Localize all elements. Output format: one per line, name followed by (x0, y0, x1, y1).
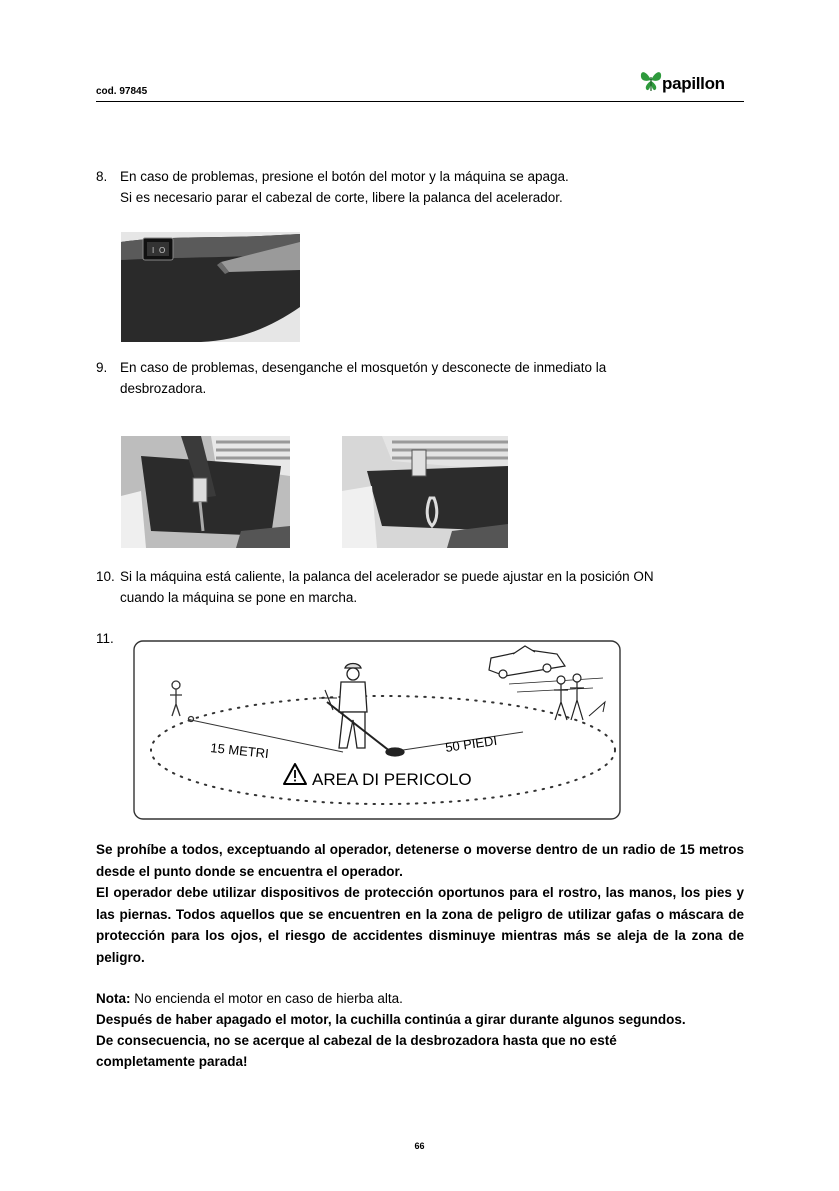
item-number-8: 8. (96, 169, 108, 184)
protection-paragraph: El operador debe utilizar dispositivos de protección oportunos para el rostro, las manos, los pies y las piernas. Todos aquellos que se encuentren en la zona de peligro de utilizar gafas o máscara de protección para los ojos, el riesgo de accidentes disminuye mientras más se aleja de la zona de peligro. (96, 885, 744, 965)
distance-label-left: 15 METRI (209, 740, 270, 762)
note-line (96, 988, 744, 1009)
svg-text:O: O (159, 246, 166, 255)
note-text: No encienda el motor en caso de hierba alta. (134, 991, 403, 1006)
item-8-line-1: En caso de problemas, presione el botón del motor y la máquina se apaga. (120, 169, 569, 184)
danger-area-label: AREA DI PERICOLO (312, 770, 472, 789)
brand-name: papillon (662, 74, 725, 93)
final-warning (96, 1009, 744, 1072)
danger-area-diagram (133, 640, 621, 820)
final-warning-line-1: Después de haber apagado el motor, la cuchilla continúa a girar durante algunos segundos. (96, 1012, 686, 1027)
svg-text:I: I (152, 246, 155, 255)
item-number-11: 11. (96, 631, 114, 646)
note-label: Nota: (96, 991, 131, 1006)
butterfly-logo-icon (640, 68, 662, 94)
brand-logo (640, 64, 740, 98)
harness-photo-right (342, 436, 508, 548)
page-number: 66 (414, 1141, 425, 1151)
final-warning-line-2: De consecuencia, no se acerque al cabezal de la desbrozadora hasta que no esté (96, 1033, 617, 1048)
item-8-text (120, 166, 744, 208)
item-9-text (120, 357, 744, 399)
item-10-line-2: cuando la máquina se pone en marcha. (120, 590, 358, 605)
header-rule (96, 101, 744, 102)
warning-paragraph: Se prohíbe a todos, exceptuando al operador, detenerse o moverse dentro de un radio de 15 metros desde el punto donde se encuentra el operador. (96, 842, 744, 879)
item-9-line-2: desbrozadora. (120, 381, 207, 396)
item-8-line-2: Si es necesario parar el cabezal de corte, libere la palanca del acelerador. (120, 190, 563, 205)
item-10-line-1: Si la máquina está caliente, la palanca del acelerador se puede ajustar en la posición ON (120, 569, 654, 584)
final-warning-line-3: completamente parada! (96, 1054, 248, 1069)
document-code: cod. 97845 (96, 86, 148, 97)
item-9-line-1: En caso de problemas, desenganche el mosquetón y desconecte de inmediato la (120, 360, 607, 375)
motor-switch-photo (121, 232, 300, 342)
distance-label-right: 50 PIEDI (444, 732, 498, 755)
item-10-text (120, 566, 744, 608)
harness-photo-left (121, 436, 290, 548)
item-number-10: 10. (96, 569, 115, 584)
item-number-9: 9. (96, 360, 108, 375)
